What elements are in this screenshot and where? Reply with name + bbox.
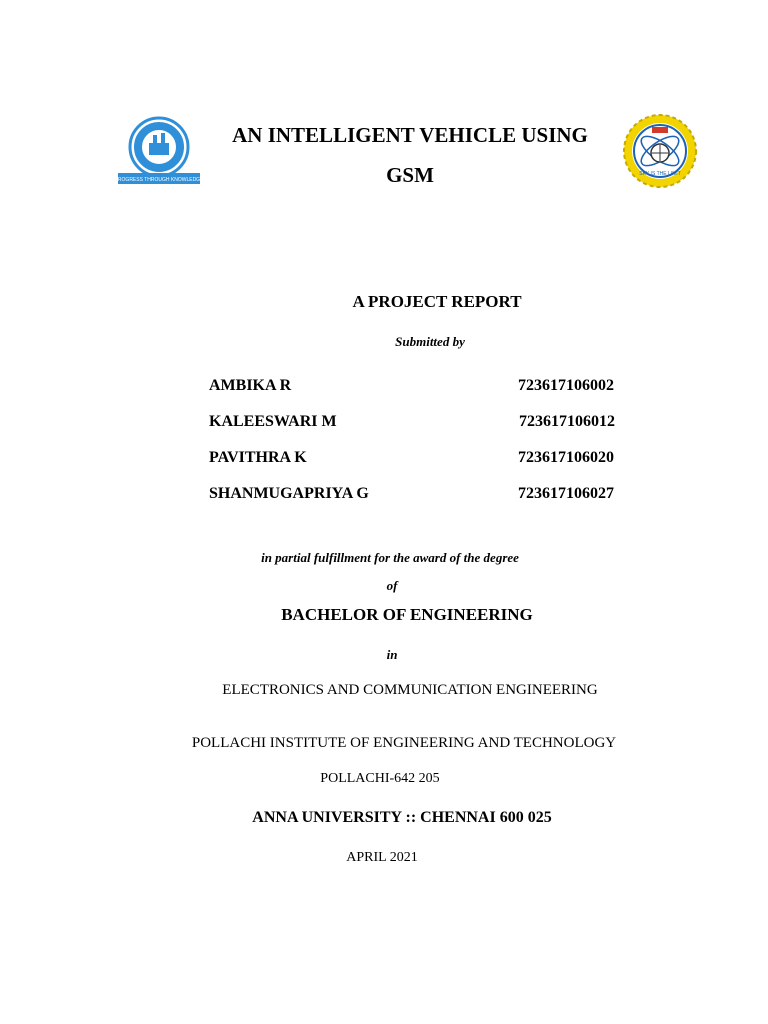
student-reg-no: 723617106020 — [518, 449, 614, 466]
svg-text:PROGRESS THROUGH KNOWLEDGE: PROGRESS THROUGH KNOWLEDGE — [118, 177, 200, 183]
svg-text:SKY IS THE LIMIT: SKY IS THE LIMIT — [639, 171, 681, 177]
pollachi-institute-logo — [622, 113, 698, 189]
student-reg-no: 723617106012 — [519, 413, 615, 430]
student-name: AMBIKA R — [209, 377, 292, 394]
institute-location: POLLACHI-642 205 — [320, 771, 440, 786]
university-name: ANNA UNIVERSITY :: CHENNAI 600 025 — [252, 809, 552, 826]
in-text: in — [386, 647, 398, 662]
report-title-line2: GSM — [386, 163, 434, 187]
fulfillment-text: in partial fulfillment for the award of the degree — [261, 550, 519, 565]
report-date: APRIL 2021 — [346, 850, 418, 865]
student-reg-no: 723617106002 — [518, 377, 614, 394]
anna-university-logo — [118, 115, 200, 187]
student-reg-no: 723617106027 — [518, 485, 614, 502]
of-text: of — [386, 578, 398, 593]
student-name: SHANMUGAPRIYA G — [209, 485, 369, 502]
submitted-by: Submitted by — [395, 334, 465, 349]
degree-title: BACHELOR OF ENGINEERING — [281, 605, 533, 624]
department-name: ELECTRONICS AND COMMUNICATION ENGINEERING — [222, 682, 598, 698]
institute-name: POLLACHI INSTITUTE OF ENGINEERING AND TECHNOLOGY — [191, 735, 617, 751]
student-name: KALEESWARI M — [209, 413, 337, 430]
report-type: A PROJECT REPORT — [352, 292, 522, 311]
student-name: PAVITHRA K — [209, 449, 307, 466]
report-title-line1: AN INTELLIGENT VEHICLE USING — [232, 123, 588, 147]
